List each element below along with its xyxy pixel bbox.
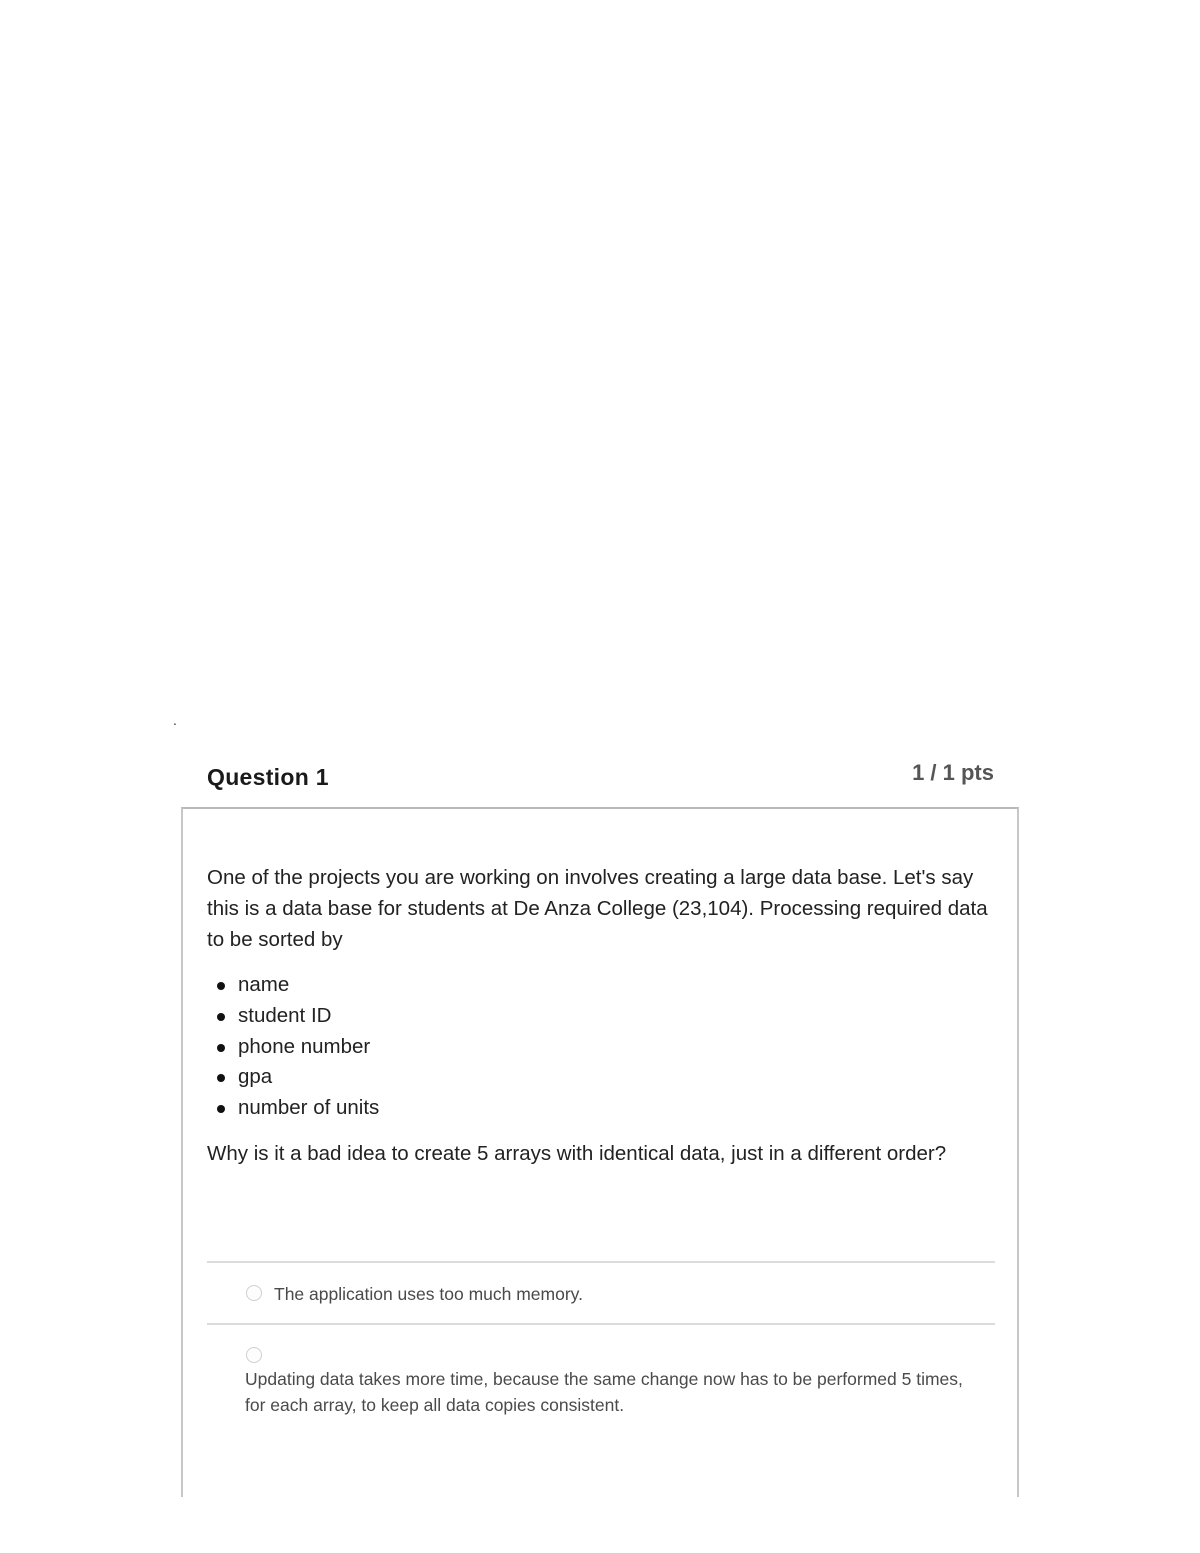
question-text: One of the projects you are working on involves creating a large data base. Let's say this is a data base for students at De Anza College (23,104). Processing required data to be sorted by xyxy=(207,866,988,951)
question-title: Question 1 xyxy=(207,764,329,790)
list-item: phone number xyxy=(207,1032,379,1063)
list-item: student ID xyxy=(207,1001,379,1032)
question-points: 1 / 1 pts xyxy=(912,760,994,785)
answer-2-radio[interactable] xyxy=(246,1347,262,1363)
stray-dot: . xyxy=(173,712,177,728)
list-item: name xyxy=(207,970,379,1001)
sort-criteria-list xyxy=(207,970,379,1124)
answer-1-radio[interactable] xyxy=(246,1285,262,1301)
question-followup: Why is it a bad idea to create 5 arrays with identical data, just in a different order? xyxy=(207,1142,947,1165)
list-item: number of units xyxy=(207,1093,379,1124)
answer-divider xyxy=(207,1261,995,1263)
list-item: gpa xyxy=(207,1062,379,1093)
answer-1-label[interactable]: The application uses too much memory. xyxy=(274,1284,583,1304)
answer-divider xyxy=(207,1323,995,1325)
answer-2-label[interactable]: Updating data takes more time, because the same change now has to be performed 5 times, for each array, to keep all data copies consistent. xyxy=(245,1369,963,1415)
